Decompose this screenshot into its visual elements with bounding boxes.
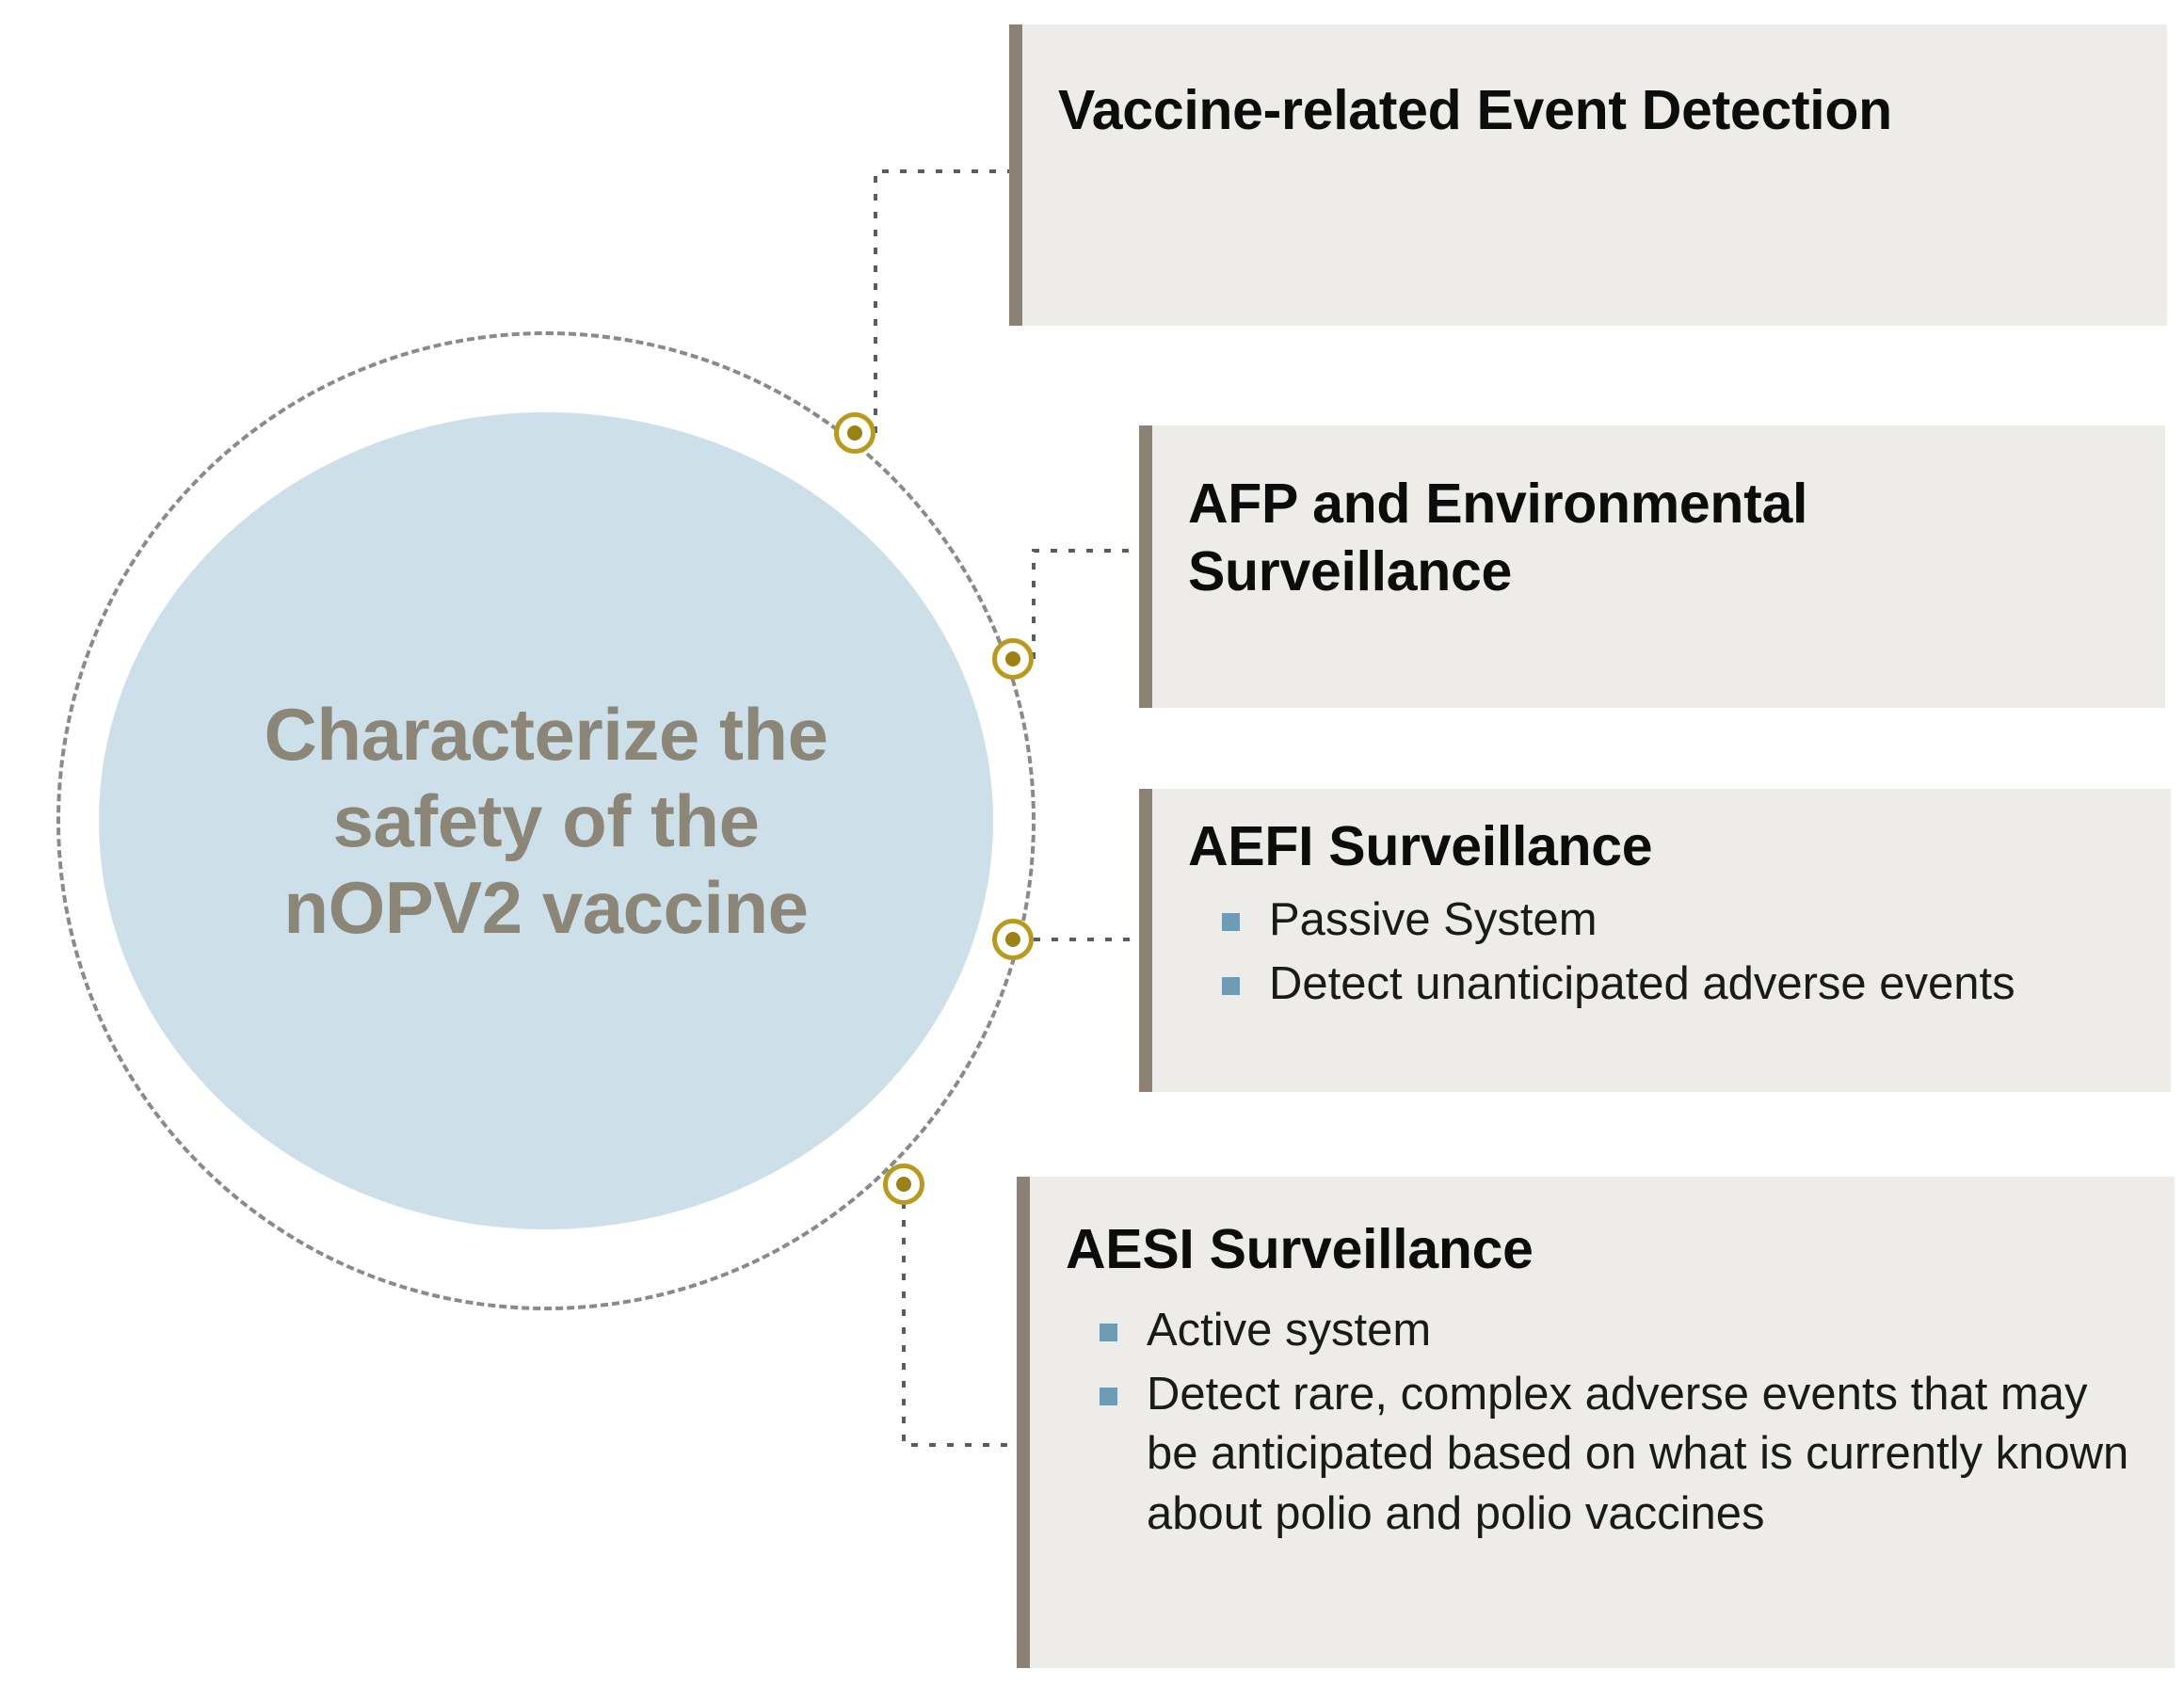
node-marker-3[interactable]: [992, 919, 1034, 960]
node-marker-2[interactable]: [992, 638, 1034, 680]
panel-bullet-list: [1066, 1301, 2143, 1545]
panel-title: AFP and Environmental Surveillance: [1188, 473, 1808, 602]
list-item: Detect rare, complex adverse events that may be anticipated based on what is currently known about polio and polio vaccines: [1066, 1365, 2143, 1545]
center-circle: [99, 412, 993, 1229]
node-marker-4[interactable]: [883, 1163, 924, 1205]
panel-title: Vaccine-related Event Detection: [1058, 79, 1892, 141]
callout-panel-vaccine-related-event-detection[interactable]: [1009, 24, 2167, 326]
callout-panel-aesi-surveillance[interactable]: [1017, 1177, 2175, 1668]
node-marker-1[interactable]: [834, 412, 875, 454]
callout-panel-aefi-surveillance[interactable]: [1139, 789, 2171, 1092]
center-label: Characterize the safety of the nOPV2 vaccine: [264, 692, 828, 950]
list-item: Active system: [1066, 1301, 2143, 1361]
panel-title: AESI Surveillance: [1066, 1218, 1534, 1280]
panel-bullet-list: [1188, 891, 2139, 1014]
connector-line-2: [1034, 551, 1139, 659]
connector-line-1: [875, 171, 1009, 433]
connector-line-4: [904, 1184, 1017, 1445]
list-item: Passive System: [1188, 891, 2139, 951]
list-item: Detect unanticipated adverse events: [1188, 955, 2139, 1015]
panel-title: AEFI Surveillance: [1188, 815, 1653, 877]
callout-panel-afp-and-environmental-surveillance[interactable]: [1139, 425, 2165, 708]
